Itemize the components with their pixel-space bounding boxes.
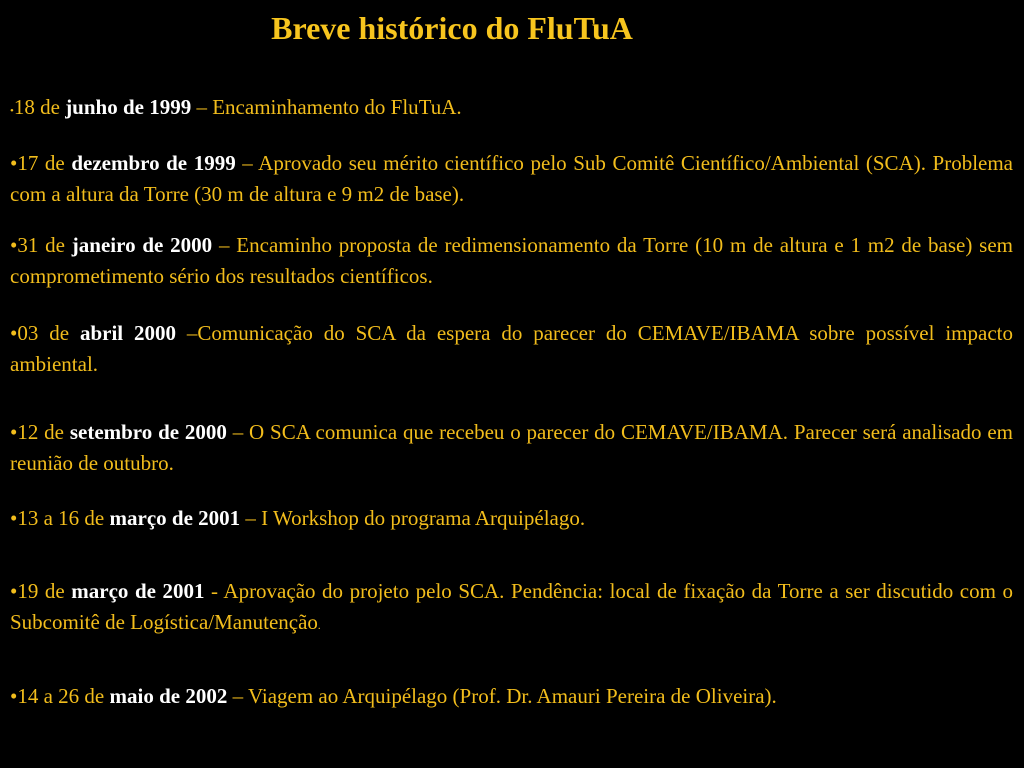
item-date: setembro de 2000 <box>69 420 227 444</box>
bullet-icon: • <box>10 321 18 345</box>
item-text: –Comunicação do SCA da espera do parecer do CEMAVE/IBAMA sobre possível impacto ambiental. <box>10 321 1013 376</box>
item-text: – Aprovado seu mérito científico pelo Sub Comitê Científico/Ambiental (SCA). Problema com a altura da Torre (30 m de altura e 9 m2 de base). <box>10 151 1013 206</box>
timeline-item <box>10 681 1013 712</box>
slide-title: Breve histórico do FluTuA <box>271 10 633 46</box>
bullet-icon: • <box>10 420 18 444</box>
item-prefix: 03 de <box>17 321 80 345</box>
timeline-item <box>10 92 1013 127</box>
item-prefix: 12 de <box>17 420 70 444</box>
item-prefix: 14 a 26 de <box>17 684 110 708</box>
bullet-icon: • <box>10 151 18 175</box>
item-date: janeiro de 2000 <box>71 233 213 257</box>
item-text: – Encaminho proposta de redimensionamento da Torre (10 m de altura e 1 m2 de base) sem comprometimento sério dos resultados científicos. <box>10 233 1013 288</box>
item-prefix: 31 de <box>17 233 72 257</box>
bullet-icon: • <box>10 233 18 257</box>
timeline-item <box>10 148 1013 210</box>
timeline-item <box>10 417 1013 479</box>
item-text: – Encaminhamento do FluTuA. <box>191 95 462 119</box>
item-text: – Viagem ao Arquipélago (Prof. Dr. Amauri Pereira de Oliveira). <box>227 684 777 708</box>
bullet-icon: • <box>10 684 18 708</box>
bullet-icon: • <box>10 579 18 603</box>
item-prefix: 17 de <box>17 151 72 175</box>
item-tail: . <box>317 620 321 632</box>
item-prefix: 19 de <box>17 579 72 603</box>
bullet-icon: • <box>10 105 14 117</box>
item-date: março de 2001 <box>71 579 205 603</box>
item-text: – O SCA comunica que recebeu o parecer do CEMAVE/IBAMA. Parecer será analisado em reunião de outubro. <box>10 420 1013 475</box>
item-date: dezembro de 1999 <box>71 151 236 175</box>
item-date: abril 2000 <box>79 321 176 345</box>
timeline-item <box>10 318 1013 380</box>
item-prefix: 18 de <box>13 95 66 119</box>
item-prefix: 13 a 16 de <box>17 506 110 530</box>
timeline-item <box>10 230 1013 292</box>
timeline-item <box>10 576 1013 642</box>
item-text: - Aprovação do projeto pelo SCA. Pendência: local de fixação da Torre a ser discutido com o Subcomitê de Logística/Manutenção <box>10 579 1013 634</box>
bullet-icon: • <box>10 506 18 530</box>
item-text: – I Workshop do programa Arquipélago. <box>240 506 586 530</box>
timeline-item <box>10 503 1013 534</box>
item-date: março de 2001 <box>109 506 241 530</box>
item-date: maio de 2002 <box>109 684 228 708</box>
item-date: junho de 1999 <box>65 95 192 119</box>
